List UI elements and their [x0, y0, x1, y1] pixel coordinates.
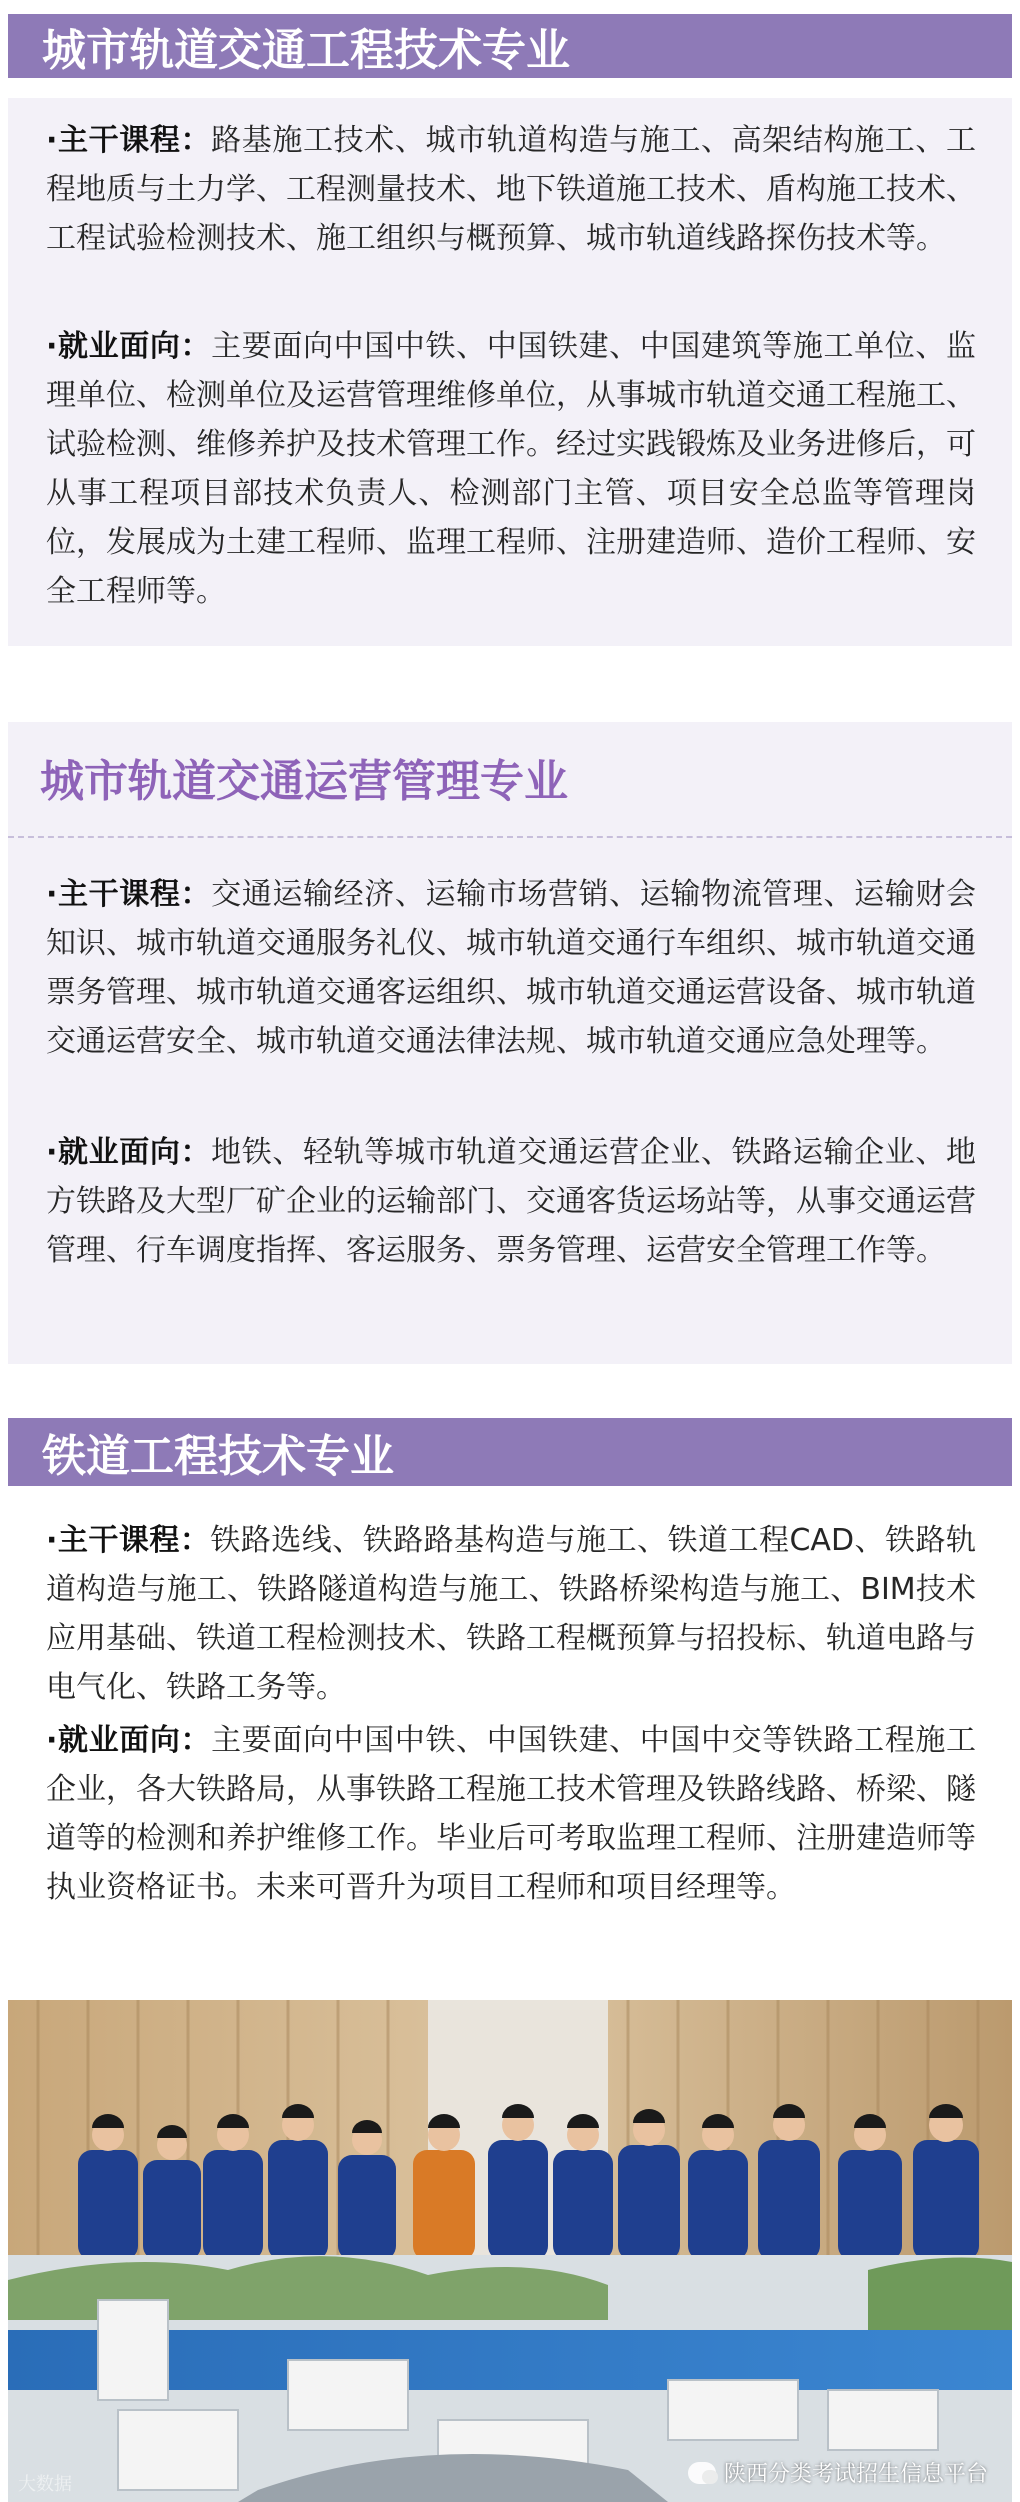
courses-lead: ·主干课程：: [46, 123, 212, 158]
section-3-jobs: [46, 1716, 976, 1912]
courses-text: 路基施工技术、城市轨道构造与施工、高架结构施工、工程地质与土力学、工程测量技术、地下铁道施工技术、盾构施工技术、工程试验检测技术、施工组织与概预算、城市轨道线路探伤技术等。: [46, 123, 976, 256]
watermark-text: 陕西分类考试招生信息平台: [723, 2462, 988, 2487]
section-1-jobs: [46, 322, 976, 616]
section-2-title: [40, 745, 568, 809]
courses-lead: ·主干课程：: [46, 1523, 211, 1558]
section-2-divider: [8, 836, 1012, 838]
courses-text: 铁路选线、铁路路基构造与施工、铁道工程CAD、铁路轨道构造与施工、铁路隧道构造与施工、铁路桥梁构造与施工、BIM技术应用基础、铁道工程检测技术、铁路工程概预算与招投标、轨道电路与电气化、铁路工务等。: [46, 1523, 976, 1705]
section-1-title-text: 城市轨道交通工程技术专业: [42, 25, 570, 76]
watermark-left: 大数据: [18, 2474, 72, 2495]
watermark-right: [688, 2457, 988, 2488]
wechat-icon: [688, 2462, 716, 2484]
students-photo: [8, 2000, 1012, 2502]
section-3-title: [8, 1418, 1012, 1486]
photo-illustration: [8, 2000, 1012, 2502]
section-2-jobs: [46, 1128, 976, 1275]
courses-lead: ·主干课程：: [46, 877, 212, 912]
section-3-title-text: 铁道工程技术专业: [42, 1431, 394, 1482]
jobs-text: 主要面向中国中铁、中国铁建、中国建筑等施工单位、监理单位、检测单位及运营管理维修单位，从事城市轨道交通工程施工、试验检测、维修养护及技术管理工作。经过实践锻炼及业务进修后，可从事工程项目部技术负责人、检测部门主管、项目安全总监等管理岗位，发展成为土建工程师、监理工程师、注册建造师、造价工程师、安全工程师等。: [46, 329, 976, 609]
section-1-title: [8, 14, 1012, 78]
jobs-text: 地铁、轻轨等城市轨道交通运营企业、铁路运输企业、地方铁路及大型厂矿企业的运输部门、交通客货运场站等，从事交通运营管理、行车调度指挥、客运服务、票务管理、运营安全管理工作等。: [46, 1135, 976, 1268]
section-2-title-text: 城市轨道交通运营管理专业: [40, 756, 568, 807]
jobs-lead: ·就业面向：: [46, 1135, 212, 1170]
courses-text: 交通运输经济、运输市场营销、运输物流管理、运输财会知识、城市轨道交通服务礼仪、城市轨道交通行车组织、城市轨道交通票务管理、城市轨道交通客运组织、城市轨道交通运营设备、城市轨道交通运营安全、城市轨道交通法律法规、城市轨道交通应急处理等。: [46, 877, 976, 1059]
section-3-courses: [46, 1516, 976, 1712]
section-1-courses: [46, 116, 976, 263]
section-2-courses: [46, 870, 976, 1066]
jobs-lead: ·就业面向：: [46, 1723, 212, 1758]
jobs-text: 主要面向中国中铁、中国铁建、中国中交等铁路工程施工企业，各大铁路局，从事铁路工程施工技术管理及铁路线路、桥梁、隧道等的检测和养护维修工作。毕业后可考取监理工程师、注册建造师等执业资格证书。未来可晋升为项目工程师和项目经理等。: [46, 1723, 976, 1905]
jobs-lead: ·就业面向：: [46, 329, 212, 364]
